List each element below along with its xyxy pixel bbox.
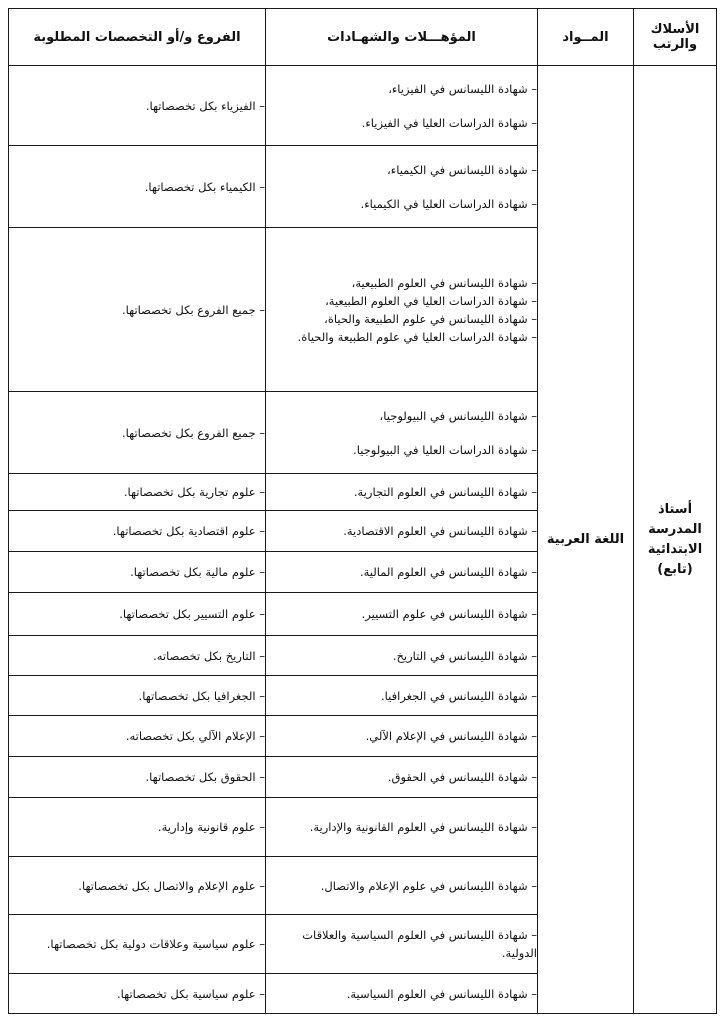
qualifications-table bbox=[8, 8, 717, 1014]
branch-cell: – علوم التسيير بكل تخصصاتها. bbox=[9, 593, 266, 636]
branch-cell: – الحقوق بكل تخصصاتها. bbox=[9, 757, 266, 798]
header-rank: الأسلاك والرتب bbox=[634, 9, 717, 66]
qualifications-cell: – شهادة الليسانس في علوم التسيير. bbox=[266, 593, 538, 636]
qualifications-cell: – شهادة الليسانس في الجغرافيا. bbox=[266, 676, 538, 716]
qualifications-cell: – شهادة الليسانس في الإعلام الآلي. bbox=[266, 716, 538, 757]
qualifications-cell: – شهادة الليسانس في الفيزياء، – شهادة الدراسات العليا في الفيزياء. bbox=[266, 66, 538, 146]
branch-cell: – علوم اقتصادية بكل تخصصاتها. bbox=[9, 511, 266, 552]
branch-cell: – جميع الفروع بكل تخصصاتها. bbox=[9, 228, 266, 392]
table-header-row bbox=[9, 9, 717, 66]
branch-cell: – علوم الإعلام والاتصال بكل تخصصاتها. bbox=[9, 857, 266, 915]
branch-cell: – الإعلام الآلي بكل تخصصاته. bbox=[9, 716, 266, 757]
qualifications-cell: – شهادة الليسانس في العلوم القانونية والإدارية. bbox=[266, 798, 538, 857]
qualifications-cell: – شهادة الليسانس في الكيمياء، – شهادة الدراسات العليا في الكيمياء. bbox=[266, 146, 538, 228]
header-branches: الفروع و/أو التخصصات المطلوبة bbox=[9, 9, 266, 66]
branch-cell: – الجغرافيا بكل تخصصاتها. bbox=[9, 676, 266, 716]
branch-cell: – علوم قانونية وإدارية. bbox=[9, 798, 266, 857]
qualifications-cell: – شهادة الليسانس في العلوم السياسية والعلاقات الدولية. bbox=[266, 915, 538, 974]
qualifications-cell: – شهادة الليسانس في البيولوجيا، – شهادة الدراسات العليا في البيولوجيا. bbox=[266, 392, 538, 474]
qualifications-cell: – شهادة الليسانس في علوم الإعلام والاتصال. bbox=[266, 857, 538, 915]
branch-cell: – علوم مالية بكل تخصصاتها. bbox=[9, 552, 266, 593]
rank-cell: أستاذ المدرسة الابتدائية (تابع) bbox=[634, 66, 717, 1014]
branch-cell: – التاريخ بكل تخصصاته. bbox=[9, 636, 266, 676]
qualifications-cell: – شهادة الليسانس في العلوم التجارية. bbox=[266, 474, 538, 511]
header-qualifications: المؤهـــلات والشهـادات bbox=[266, 9, 538, 66]
branch-cell: – الفيزياء بكل تخصصاتها. bbox=[9, 66, 266, 146]
qualifications-cell: – شهادة الليسانس في التاريخ. bbox=[266, 636, 538, 676]
qualifications-cell: – شهادة الليسانس في العلوم السياسية. bbox=[266, 974, 538, 1014]
header-subject: المــواد bbox=[538, 9, 634, 66]
branch-cell: – علوم سياسية بكل تخصصاتها. bbox=[9, 974, 266, 1014]
branch-cell: – علوم سياسية وعلاقات دولية بكل تخصصاتها. bbox=[9, 915, 266, 974]
qualifications-cell: – شهادة الليسانس في العلوم الاقتصادية. bbox=[266, 511, 538, 552]
branch-cell: – الكيمياء بكل تخصصاتها. bbox=[9, 146, 266, 228]
qualifications-cell: – شهادة الليسانس في الحقوق. bbox=[266, 757, 538, 798]
branch-cell: – جميع الفروع بكل تخصصاتها. bbox=[9, 392, 266, 474]
table-row bbox=[9, 66, 717, 146]
subject-cell: اللغة العربية bbox=[538, 66, 634, 1014]
qualifications-cell: – شهادة الليسانس في العلوم الطبيعية، – شهادة الدراسات العليا في العلوم الطبيعية، – شهادة الليسانس في علوم الطبيعة والحياة، – شهادة الدراسات العليا في علوم الطبيعة والحياة. bbox=[266, 228, 538, 392]
branch-cell: – علوم تجارية بكل تخصصاتها. bbox=[9, 474, 266, 511]
qualifications-cell: – شهادة الليسانس في العلوم المالية. bbox=[266, 552, 538, 593]
